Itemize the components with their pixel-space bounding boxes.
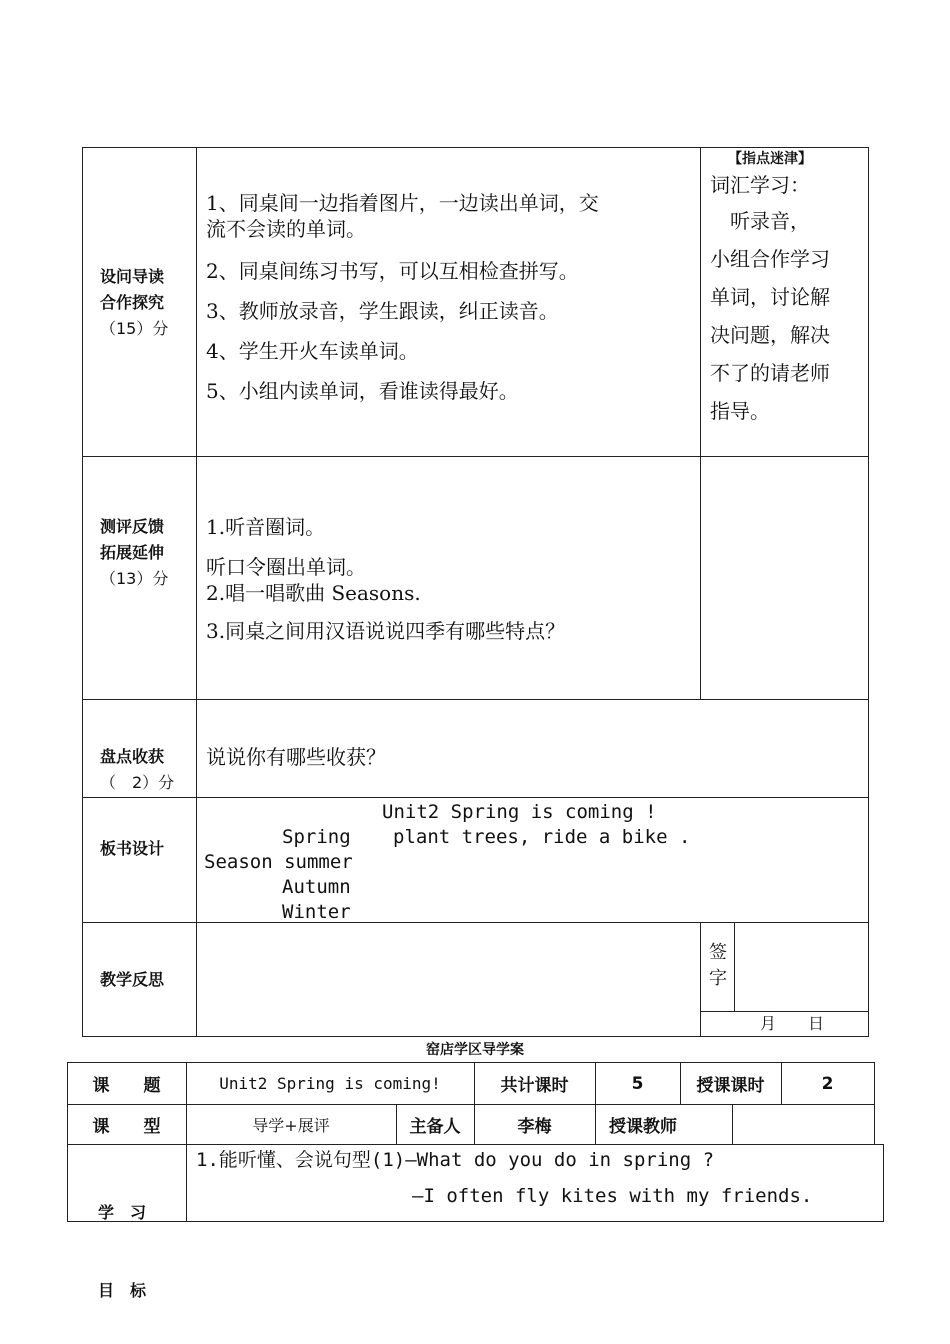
board-activities: plant trees, ride a bike . xyxy=(393,826,691,848)
current-hour-key: 授课课时 xyxy=(696,1076,765,1096)
row3-label-line: （ 2）分 xyxy=(100,773,175,792)
objective-line-2: —I often fly kites with my friends. xyxy=(412,1185,813,1207)
row2-label-line: 测评反馈 xyxy=(100,517,165,536)
objective-line-1: 1.能听懂、会说句型(1)—What do you do in spring ? xyxy=(196,1149,715,1171)
objectives-label xyxy=(98,1148,178,1330)
lesson-type-value: 导学+展评 xyxy=(252,1116,330,1135)
side-note-line: 单词，讨论解 xyxy=(710,285,830,309)
board-design xyxy=(204,800,691,975)
row2-item: 2.唱一唱歌曲 Seasons. xyxy=(206,581,421,605)
row1-item: 1、同桌间一边指着图片，一边读出单词，交 xyxy=(206,191,599,215)
board-autumn: Autumn xyxy=(282,876,351,898)
row1-label-line: 合作探究 xyxy=(100,293,165,312)
page-caption: 窑店学区导学案 xyxy=(426,1042,524,1058)
total-hours-value: 5 xyxy=(631,1073,644,1094)
row1-label xyxy=(100,264,190,342)
side-note-line: 词汇学习： xyxy=(710,173,810,197)
row1-label-line: 设问导读 xyxy=(100,267,165,286)
row1-item: 3、教师放录音，学生跟读，纠正读音。 xyxy=(206,299,559,323)
row3-text: 说说你有哪些收获？ xyxy=(206,745,386,769)
row2-label-line: 拓展延伸 xyxy=(100,543,165,562)
row1-items xyxy=(206,190,696,404)
row2-item: 听口令圈出单词。 xyxy=(206,555,366,579)
board-winter: Winter xyxy=(282,901,351,923)
board-title: Unit2 Spring is coming ! xyxy=(382,801,657,823)
date-field: 月 日 xyxy=(760,1014,825,1033)
side-note-line: 决问题，解决 xyxy=(710,323,830,347)
board-season: Season summer xyxy=(204,851,353,873)
row2-label-line: （13）分 xyxy=(100,569,169,588)
side-note-line: 小组合作学习 xyxy=(710,247,830,271)
sign-label xyxy=(709,940,727,992)
row4-label: 板书设计 xyxy=(100,839,165,858)
current-hour-value: 2 xyxy=(821,1073,834,1094)
side-note-line: 不了的请老师 xyxy=(710,361,830,385)
objectives-label-line: 学 习 xyxy=(98,1203,147,1222)
objectives-label-line: 目 标 xyxy=(98,1281,147,1300)
row1-item: 2、同桌间练习书写，可以互相检查拼写。 xyxy=(206,259,579,283)
row1-item: 4、学生开火车读单词。 xyxy=(206,339,419,363)
teacher-key: 授课教师 xyxy=(609,1117,677,1137)
side-note-line: 指导。 xyxy=(710,399,770,423)
lesson-topic-key: 课 题 xyxy=(92,1076,161,1096)
lesson-type-key: 课 型 xyxy=(92,1117,161,1137)
total-hours-key: 共计课时 xyxy=(500,1076,569,1096)
row1-label-line: （15）分 xyxy=(100,319,169,338)
row2-item: 1.听音圈词。 xyxy=(206,515,326,539)
sign-char: 字 xyxy=(709,968,727,989)
sign-char: 签 xyxy=(709,942,727,963)
row1-item: 5、小组内读单词，看谁读得最好。 xyxy=(206,379,519,403)
teacher-value xyxy=(732,1105,874,1144)
lesson-topic-value: Unit2 Spring is coming! xyxy=(219,1074,441,1093)
row2-items xyxy=(206,514,696,644)
board-spring: Spring xyxy=(282,826,351,848)
side-note-line: 听录音， xyxy=(710,209,810,233)
row3-label xyxy=(100,744,190,796)
side-note xyxy=(710,168,866,430)
preparer-key: 主备人 xyxy=(409,1117,461,1137)
row5-label: 教学反思 xyxy=(100,970,165,989)
row3-label-line: 盘点收获 xyxy=(100,747,165,766)
side-note-title: 【指点迷津】 xyxy=(728,151,812,167)
row2-item: 3.同桌之间用汉语说说四季有哪些特点？ xyxy=(206,619,566,643)
preparer-value: 李梅 xyxy=(517,1117,552,1137)
row2-label xyxy=(100,514,190,592)
row1-item: 流不会读的单词。 xyxy=(206,217,366,241)
